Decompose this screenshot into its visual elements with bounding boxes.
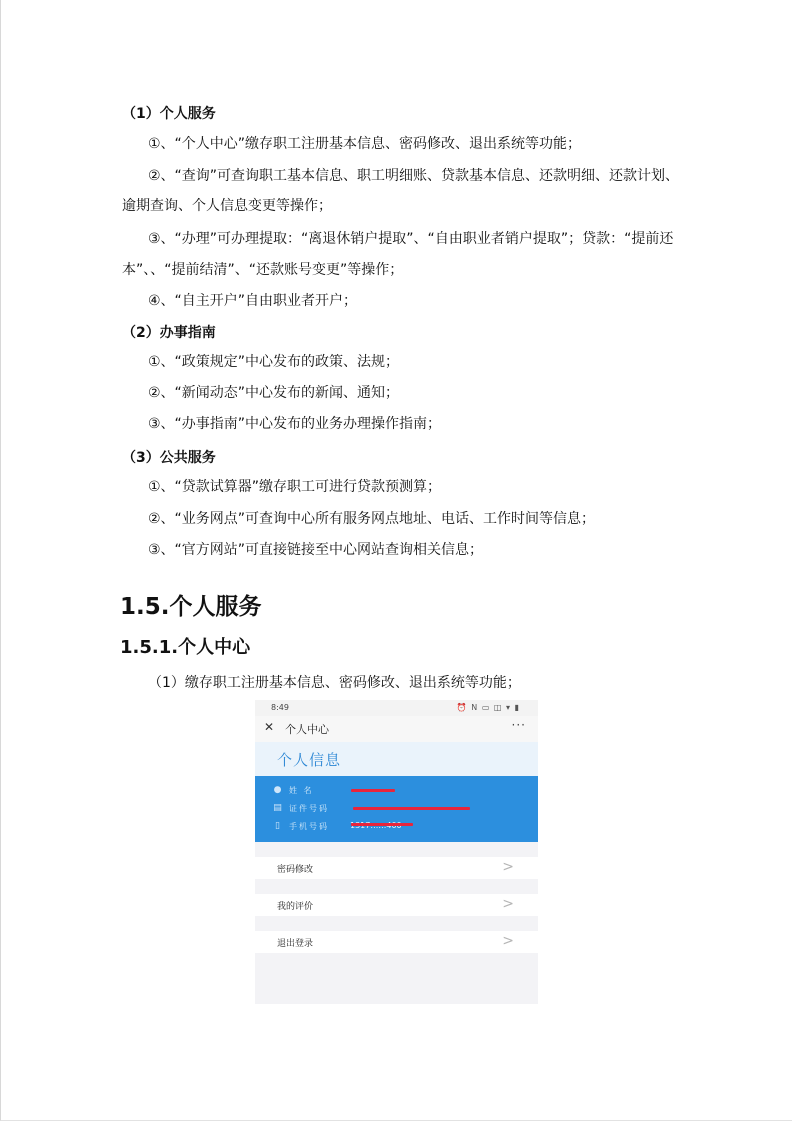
status-bar <box>255 700 538 716</box>
heading-1-5: 1.5.个人服务 <box>120 594 262 620</box>
paragraph: ④、“自主开户”自由职业者开户； <box>148 293 358 309</box>
id-card-icon: ▤ <box>273 803 282 813</box>
info-label: 证件号码 <box>289 804 329 813</box>
chevron-right-icon: > <box>502 896 514 912</box>
menu-label: 密码修改 <box>277 865 314 875</box>
paragraph: ①、“政策规定”中心发布的政策、法规； <box>148 354 400 370</box>
paragraph: ①、“贷款试算器”缴存职工可进行贷款预测算； <box>148 479 442 495</box>
paragraph: ③、“办事指南”中心发布的业务办理操作指南； <box>148 416 442 432</box>
menu-label: 退出登录 <box>277 939 314 949</box>
paragraph: ②、“业务网点”可查询中心所有服务网点地址、电话、工作时间等信息； <box>148 511 596 527</box>
chevron-right-icon: > <box>502 859 514 875</box>
phone-icon: ▯ <box>275 821 280 831</box>
redaction-mark <box>353 807 470 810</box>
paragraph: ①、“个人中心”缴存职工注册基本信息、密码修改、退出系统等功能； <box>148 136 582 152</box>
menu-item-my-review[interactable] <box>255 894 538 916</box>
info-label: 姓 名 <box>289 786 314 795</box>
chevron-right-icon: > <box>502 933 514 949</box>
info-heading: 个人信息 <box>277 751 342 769</box>
redaction-mark <box>351 789 395 792</box>
title-bar <box>255 716 538 742</box>
paragraph: ③、“办理”可办理提取：“离退休销户提取”、“自由职业者销户提取”；贷款：“提前还 <box>148 231 674 247</box>
menu-item-change-password[interactable] <box>255 857 538 879</box>
status-time: 8:49 <box>271 703 289 712</box>
paragraph-continued: 逾期查询、个人信息变更等操作； <box>122 198 332 214</box>
close-icon[interactable]: ✕ <box>264 720 275 734</box>
section-heading-guide: （2）办事指南 <box>122 325 216 341</box>
section-heading-public-service: （3）公共服务 <box>122 450 216 466</box>
menu-label: 我的评价 <box>277 902 314 912</box>
paragraph: ③、“官方网站”可直接链接至中心网站查询相关信息； <box>148 542 484 558</box>
paragraph-continued: 本”、、“提前结清”、“还款账号变更”等操作； <box>122 262 404 278</box>
section-heading-personal-service: （1）个人服务 <box>122 106 216 122</box>
info-header <box>255 742 538 776</box>
heading-1-5-1: 1.5.1.个人中心 <box>120 637 251 658</box>
paragraph: ②、“查询”可查询职工基本信息、职工明细账、贷款基本信息、还款明细、还款计划、 <box>148 168 680 184</box>
page-title: 个人中心 <box>285 723 329 736</box>
info-label: 手机号码 <box>289 822 329 831</box>
user-icon: ● <box>273 785 282 795</box>
redaction-mark <box>351 823 413 826</box>
paragraph: ②、“新闻动态”中心发布的新闻、通知； <box>148 385 400 401</box>
info-card <box>255 776 538 842</box>
paragraph: （1）缴存职工注册基本信息、密码修改、退出系统等功能； <box>148 675 521 691</box>
menu-item-logout[interactable] <box>255 931 538 953</box>
phone-screenshot <box>255 700 538 1004</box>
status-icons: ⏰ N ▭ ◫ ▾ ▮ <box>456 703 520 712</box>
more-icon[interactable]: ··· <box>511 718 526 732</box>
